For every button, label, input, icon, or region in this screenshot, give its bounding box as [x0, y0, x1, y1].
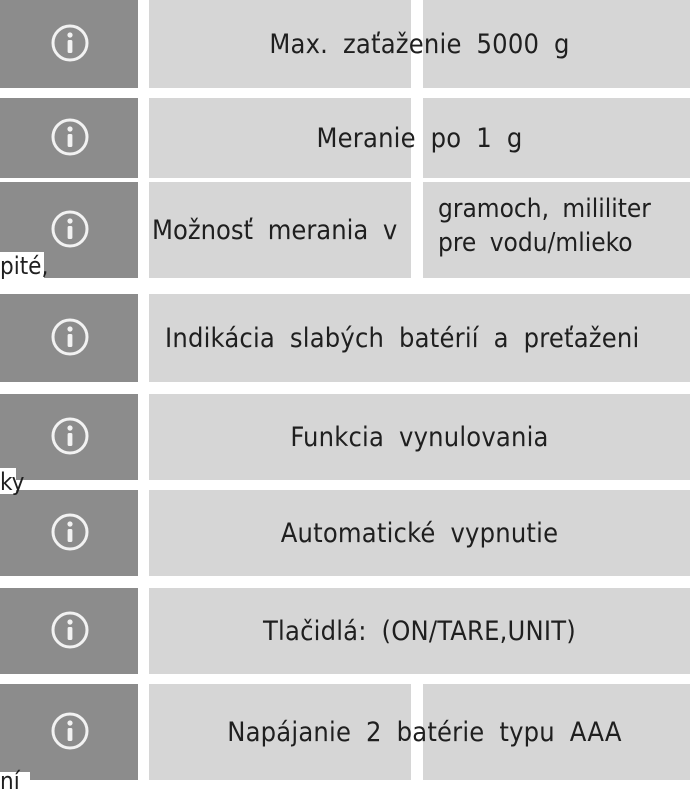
- feature-label: Tlačidlá: (ON/TARE,UNIT): [263, 615, 576, 647]
- feature-label: Meranie po 1 g: [316, 122, 523, 154]
- feature-label-detail: [438, 192, 651, 260]
- feature-row-auto-off: [0, 490, 690, 576]
- info-icon: [50, 209, 90, 249]
- feature-row-resolution: [0, 98, 690, 178]
- feature-row-tare: [0, 394, 690, 480]
- feature-label: Indikácia slabých batérií a preťaženi: [165, 322, 640, 354]
- feature-row-power: [0, 684, 690, 780]
- info-icon: [50, 416, 90, 456]
- feature-label: Max. zaťaženie 5000 g: [269, 28, 570, 60]
- info-icon: [50, 117, 90, 157]
- feature-label: Napájanie 2 batérie typu AAA: [227, 716, 622, 748]
- info-icon: [50, 512, 90, 552]
- feature-row-max-load: [0, 0, 690, 88]
- info-icon: [50, 317, 90, 357]
- icon-cell: [0, 0, 138, 88]
- feature-row-battery-indicator: [0, 294, 690, 382]
- info-icon: [50, 23, 90, 63]
- icon-cell: [0, 588, 138, 674]
- feature-label-detail-line: pre vodu/mlieko: [438, 228, 633, 258]
- cropped-text-fragment: pité,: [0, 252, 49, 280]
- feature-label: Automatické vypnutie: [280, 517, 559, 549]
- feature-label-detail-line: gramoch, mililiter: [438, 194, 651, 224]
- icon-cell: [0, 294, 138, 382]
- cropped-text-fragment: ní: [0, 772, 30, 787]
- feature-row-buttons: [0, 588, 690, 674]
- info-icon: [50, 610, 90, 650]
- icon-cell: [0, 490, 138, 576]
- icon-cell: [0, 98, 138, 178]
- icon-cell: [0, 684, 138, 780]
- feature-row-units: [0, 182, 690, 278]
- cell-divider: [411, 182, 423, 278]
- feature-label: Možnosť merania v: [152, 214, 398, 246]
- info-icon: [50, 711, 90, 751]
- feature-label: Funkcia vynulovania: [290, 421, 549, 453]
- cropped-text-fragment: ky: [0, 468, 25, 496]
